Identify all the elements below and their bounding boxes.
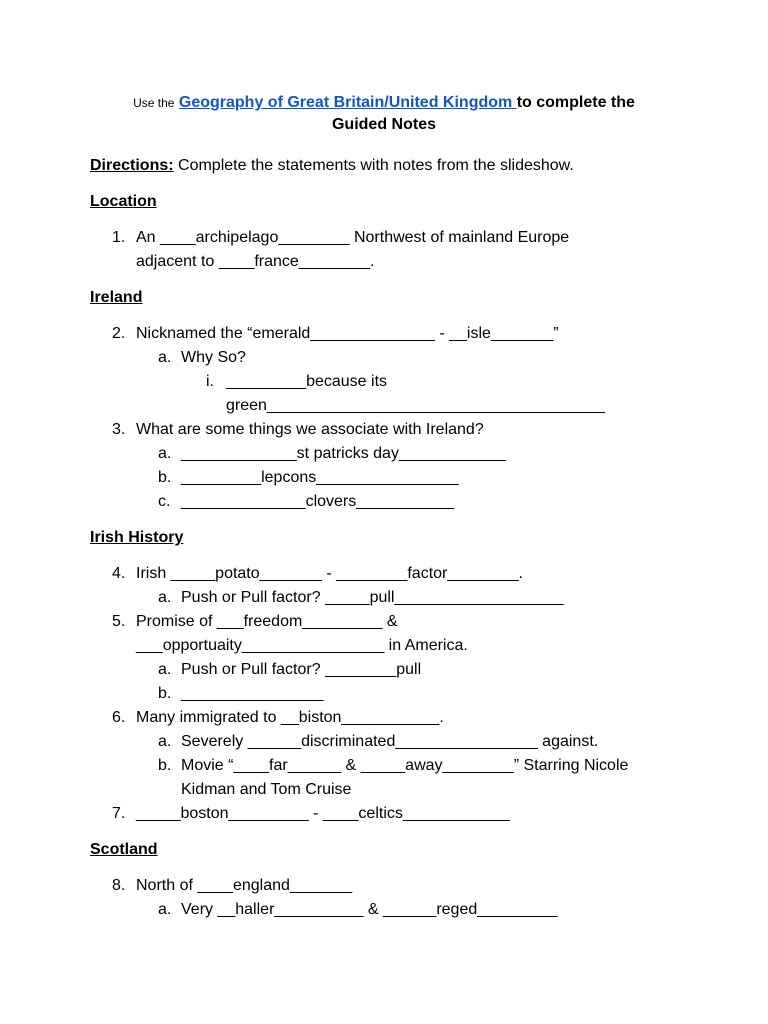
item-number: a. [158,901,172,918]
list-subitem [90,466,700,490]
item-number: 6. [112,709,126,726]
item-text: Push or Pull factor? ________pull [181,661,422,678]
section-heading-ireland: Ireland [90,289,143,306]
irish-history-list [90,562,700,826]
item-text: Movie “____far______ & _____away________” Starring Nicole [181,757,629,774]
list-subitem [90,658,700,682]
directions-text: Complete the statements with notes from the slideshow. [173,157,574,174]
list-item [90,802,700,826]
item-text: Severely ______discriminated________________ against. [181,733,599,750]
item-text: North of ____england_______ [136,877,353,894]
item-text: _________because its [226,373,388,390]
list-item [90,226,700,274]
item-text: _________lepcons________________ [181,469,459,486]
list-subitem [90,346,700,370]
item-text: ______________clovers___________ [181,493,455,510]
list-subitem [90,490,700,514]
list-subsubitem [90,370,700,418]
directions-label: Directions: [90,157,174,174]
item-text: ___opportuaity________________ in America. [136,637,468,654]
item-text: Very __haller__________ & ______reged_________ [181,901,558,918]
item-number: a. [158,589,172,606]
item-text: _____boston_________ - ____celtics____________ [136,805,510,822]
item-number: b. [158,469,172,486]
list-subitem [90,682,700,706]
list-item [90,874,700,898]
item-number: 8. [112,877,126,894]
item-text: green______________________________________ [226,397,606,414]
title-prefix: Use the [133,96,175,110]
item-number: 3. [112,421,126,438]
item-number: c. [158,493,171,510]
item-number: i. [206,373,214,390]
item-number: 4. [112,565,126,582]
section-heading-scotland: Scotland [90,841,158,858]
item-text: adjacent to ____france________. [136,253,375,270]
item-text: Kidman and Tom Cruise [181,781,352,798]
item-number: a. [158,661,172,678]
scotland-list [90,874,700,922]
item-number: 1. [112,229,126,246]
item-number: b. [158,685,172,702]
list-subitem [90,898,700,922]
item-number: 7. [112,805,126,822]
location-list [90,226,700,274]
list-subitem [90,586,700,610]
directions [90,154,700,178]
item-text: ________________ [181,685,324,702]
list-subitem [90,754,700,802]
item-text: Why So? [181,349,246,366]
item-text: An ____archipelago________ Northwest of mainland Europe [136,229,570,246]
list-item [90,418,700,442]
list-item [90,562,700,586]
item-number: a. [158,445,172,462]
slideshow-link[interactable]: Geography of Great Britain/United Kingdom [178,94,517,111]
list-subitem [90,730,700,754]
item-text: Many immigrated to __biston___________. [136,709,444,726]
item-text: Promise of ___freedom_________ & [136,613,398,630]
item-text: Push or Pull factor? _____pull___________________ [181,589,564,606]
item-text: What are some things we associate with Ireland? [136,421,484,438]
list-item [90,706,700,730]
worksheet-content [90,154,700,934]
item-number: a. [158,349,172,366]
section-heading-irish-history: Irish History [90,529,184,546]
item-number: b. [158,757,172,774]
section-heading-location: Location [90,193,157,210]
item-number: 5. [112,613,126,630]
item-number: a. [158,733,172,750]
item-text: Irish _____potato_______ - ________factor________. [136,565,523,582]
item-text: Nicknamed the “emerald______________ - __isle_______” [136,325,559,342]
list-item [90,610,700,658]
list-item [90,322,700,346]
ireland-list [90,322,700,514]
item-text: _____________st patricks day____________ [181,445,506,462]
item-number: 2. [112,325,126,342]
title-suffix: to complete the [516,94,635,111]
list-subitem [90,442,700,466]
worksheet-title [0,92,768,136]
title-line2: Guided Notes [331,116,436,133]
